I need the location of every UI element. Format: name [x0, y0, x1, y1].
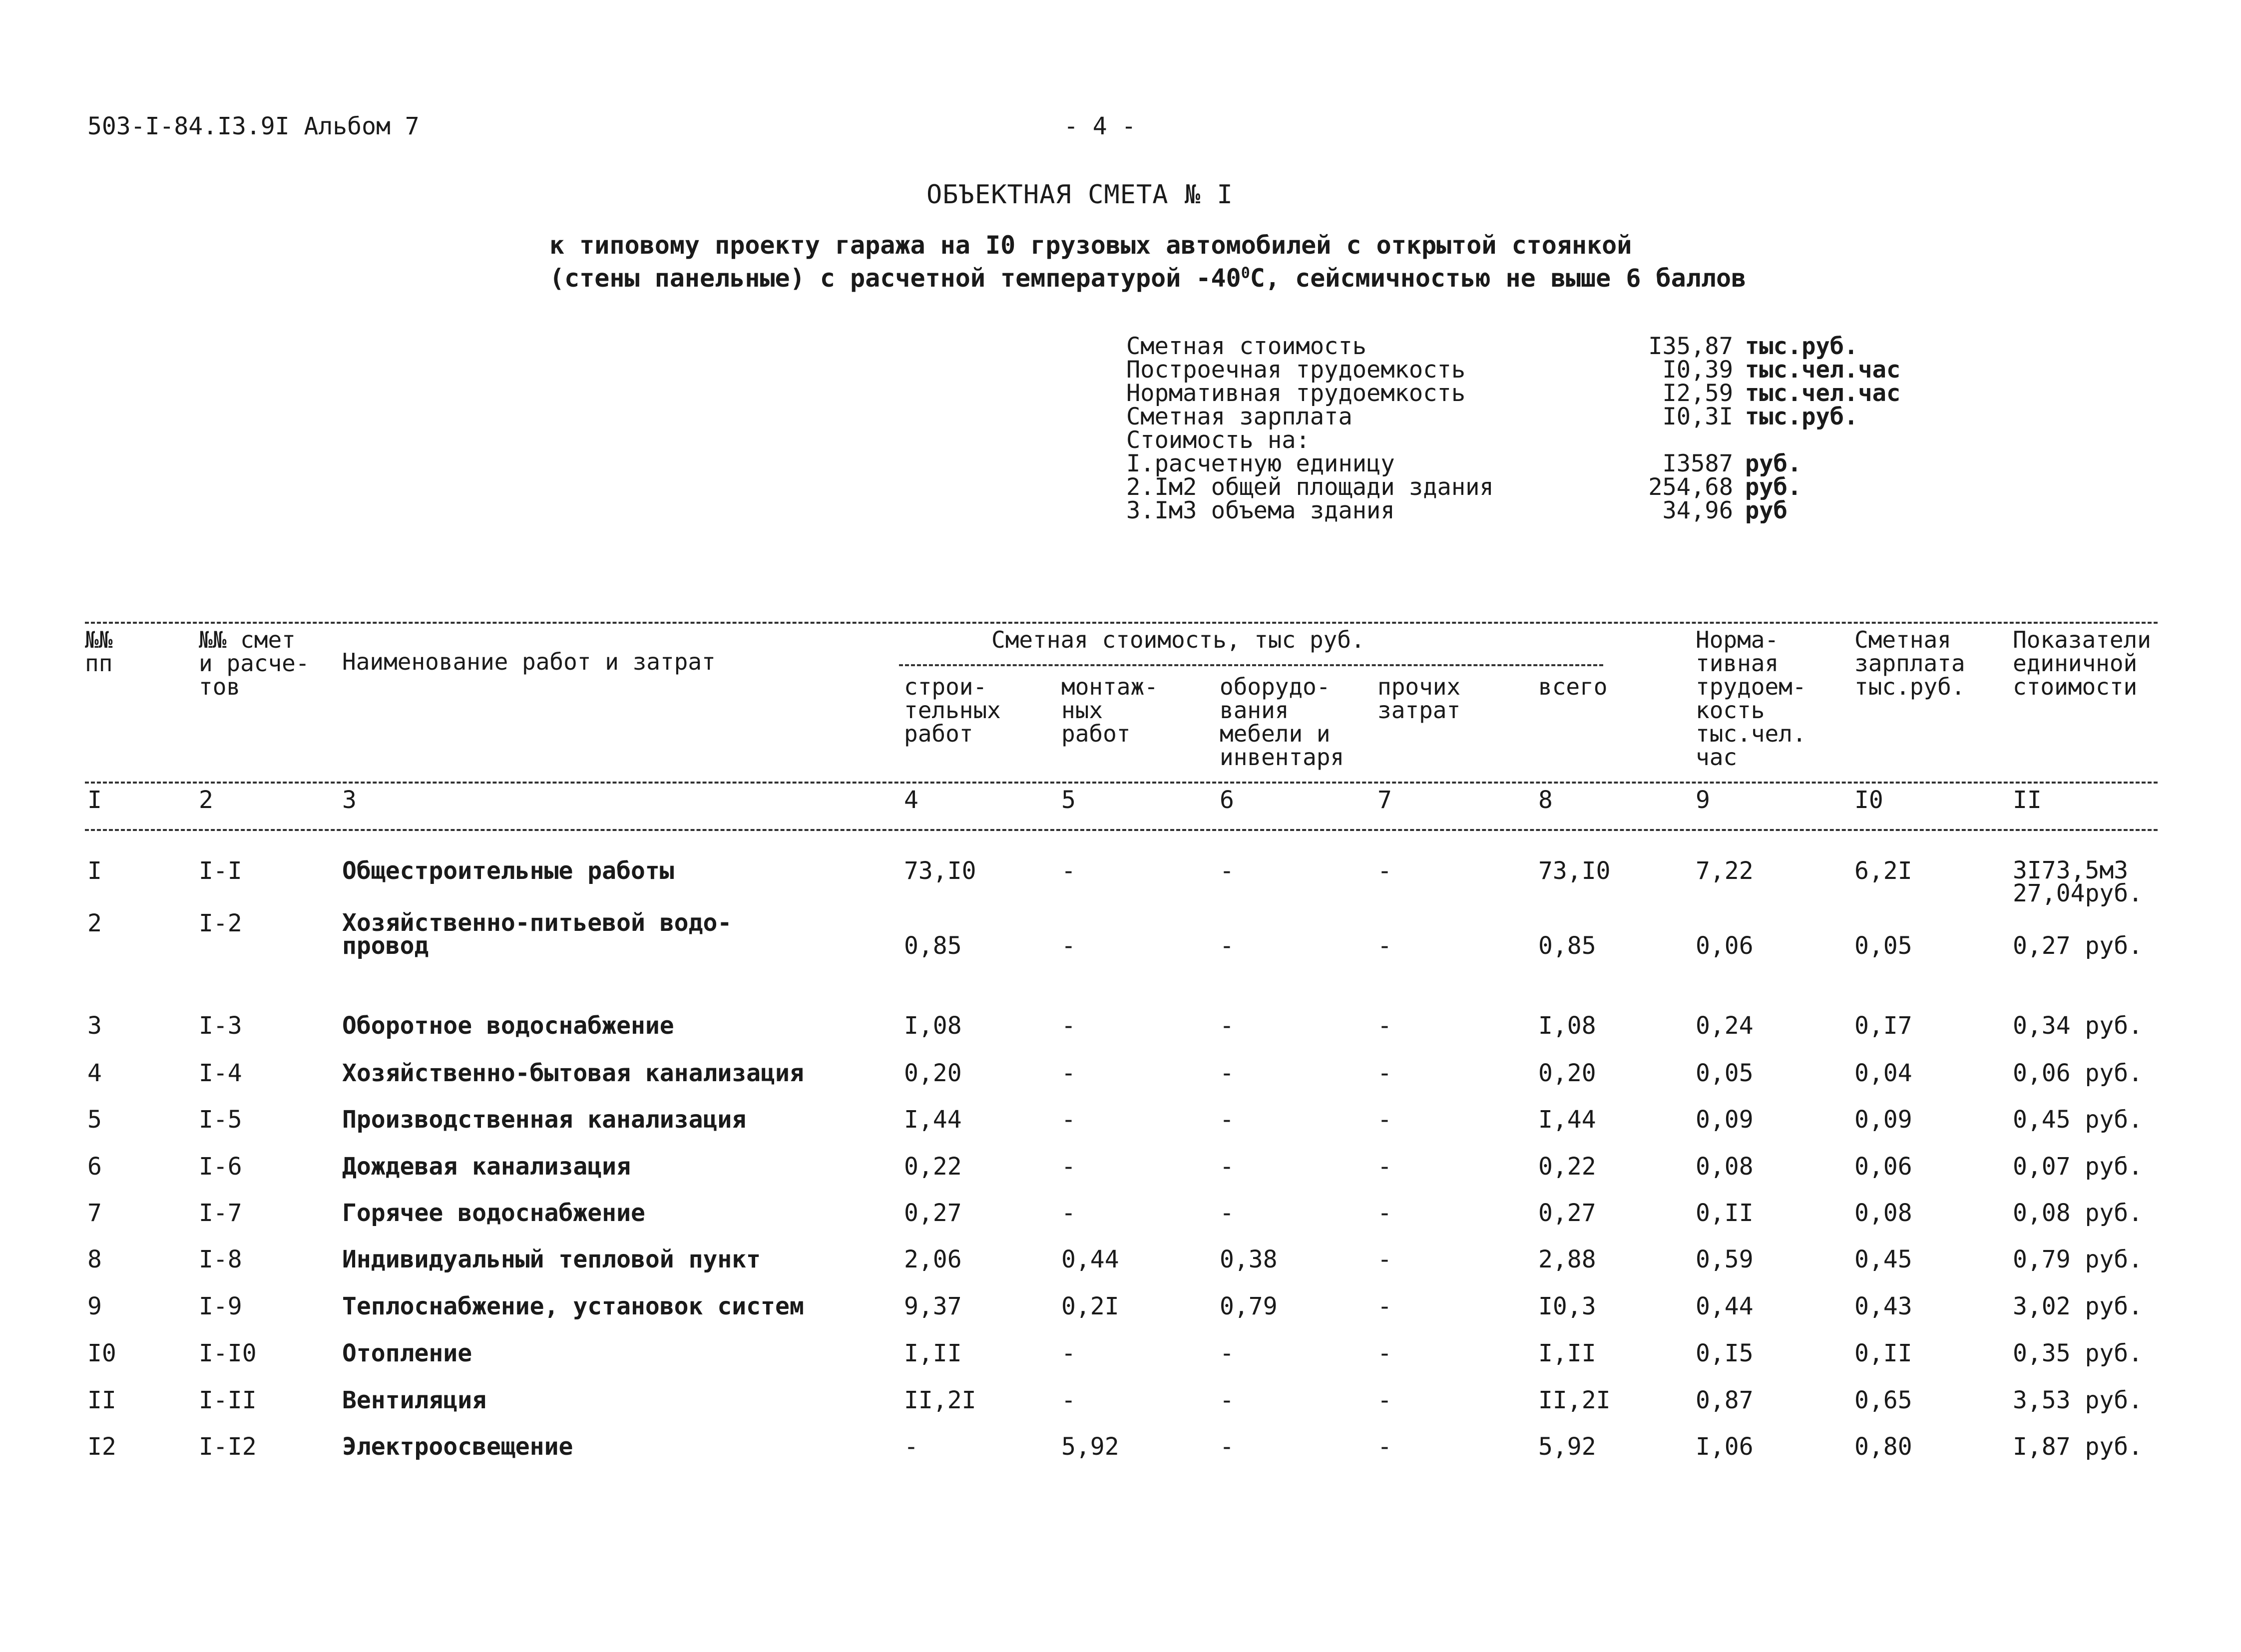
- cell-c8: 73,I0: [1538, 857, 1611, 885]
- cell-c11: 0,06 руб.: [2013, 1059, 2143, 1087]
- header-other: прочих затрат: [1377, 673, 1461, 724]
- cell-c10: 0,04: [1854, 1059, 1912, 1087]
- subtitle-line-2-post: С, сейсмичностью не выше 6 баллов: [1250, 264, 1747, 293]
- cell-c5: -: [1061, 1059, 1076, 1087]
- cell-c7: -: [1377, 932, 1392, 960]
- summary-label: Нормативная трудоемкость: [1126, 380, 1466, 407]
- cell-c6: -: [1220, 1012, 1234, 1040]
- cell-c7: -: [1377, 1292, 1392, 1320]
- summary-value: I2,59: [1662, 380, 1733, 407]
- header-cost-group: Сметная стоимость, тыс руб.: [991, 626, 1365, 653]
- cell-c6: -: [1220, 857, 1234, 885]
- row-name: Индивидуальный тепловой пункт: [342, 1245, 761, 1273]
- row-number: 2: [87, 909, 102, 937]
- subtitle-line-2: [549, 264, 1746, 293]
- cell-c8: I,08: [1538, 1012, 1596, 1040]
- cell-c6: -: [1220, 1339, 1234, 1367]
- cell-c6: 0,38: [1220, 1245, 1278, 1273]
- header-num: №№ пп: [85, 626, 113, 677]
- summary-unit: руб.: [1745, 473, 1802, 501]
- document-code: 503-I-84.I3.9I Альбом 7: [87, 112, 420, 140]
- cell-c9: 0,09: [1696, 1106, 1754, 1134]
- row-number: 8: [87, 1245, 102, 1273]
- row-calc-ref: I-6: [199, 1153, 242, 1181]
- row-name: Горячее водоснабжение: [342, 1199, 645, 1227]
- cell-c10: 0,80: [1854, 1433, 1912, 1461]
- summary-row: [1126, 335, 1900, 358]
- column-number: 7: [1377, 786, 1392, 814]
- summary-value: [1621, 428, 1745, 452]
- row-calc-ref: I-3: [199, 1012, 242, 1040]
- cell-c4: I,44: [904, 1106, 962, 1134]
- header-bottom-rule: [85, 782, 2158, 784]
- cell-c6: -: [1220, 1059, 1234, 1087]
- row-calc-ref: I-I: [199, 857, 242, 885]
- cell-c5: 5,92: [1061, 1433, 1119, 1461]
- cell-c5: -: [1061, 857, 1076, 885]
- cell-c11: 0,34 руб.: [2013, 1012, 2143, 1040]
- cell-c4: I,II: [904, 1339, 962, 1367]
- cell-c6: -: [1220, 1386, 1234, 1414]
- cell-c7: -: [1377, 1012, 1392, 1040]
- summary-unit: тыс.чел.час: [1745, 380, 1901, 407]
- summary-unit: тыс.руб.: [1745, 333, 1858, 360]
- header-installation: монтаж- ных работ: [1061, 673, 1158, 747]
- cell-c5: 0,2I: [1061, 1292, 1119, 1320]
- degree-superscript: 0: [1241, 264, 1250, 282]
- cell-c8: 0,85: [1538, 932, 1596, 960]
- column-number: I: [87, 786, 102, 814]
- cell-c9: 0,06: [1696, 932, 1754, 960]
- cell-c4: II,2I: [904, 1386, 976, 1414]
- cell-c9: 0,87: [1696, 1386, 1754, 1414]
- cell-c7: -: [1377, 857, 1392, 885]
- cell-c7: -: [1377, 1339, 1392, 1367]
- row-number: II: [87, 1386, 116, 1414]
- header-name: Наименование работ и затрат: [342, 648, 716, 675]
- column-number: 8: [1538, 786, 1553, 814]
- cell-c9: 0,II: [1696, 1199, 1754, 1227]
- row-name: Дождевая канализация: [342, 1153, 631, 1181]
- cell-c7: -: [1377, 1245, 1392, 1273]
- summary-block: [1126, 335, 1900, 522]
- cell-c8: I,II: [1538, 1339, 1596, 1367]
- cell-c11: 0,35 руб.: [2013, 1339, 2143, 1367]
- cell-c9: I,06: [1696, 1433, 1754, 1461]
- row-name: Производственная канализация: [342, 1106, 747, 1134]
- header-indicators: Показатели единичной стоимости: [2013, 626, 2151, 700]
- cell-c11: 0,27 руб.: [2013, 932, 2143, 960]
- cell-c4: 0,22: [904, 1153, 962, 1181]
- subtitle-line-2-pre: (стены панельные) с расчетной температурой -40: [549, 264, 1241, 293]
- column-number: 9: [1696, 786, 1710, 814]
- cell-c5: -: [1061, 1153, 1076, 1181]
- column-numbers-rule: [85, 829, 2158, 831]
- cell-c6: -: [1220, 1106, 1234, 1134]
- cell-c8: 2,88: [1538, 1245, 1596, 1273]
- cell-c5: -: [1061, 1199, 1076, 1227]
- cell-c6: -: [1220, 1153, 1234, 1181]
- row-number: 6: [87, 1153, 102, 1181]
- cell-c4: 73,I0: [904, 857, 976, 885]
- cell-c10: 0,45: [1854, 1245, 1912, 1273]
- row-calc-ref: I-4: [199, 1059, 242, 1087]
- summary-value: 34,96: [1662, 497, 1733, 524]
- header-labor: Норма- тивная трудоем- кость тыс.чел. час: [1696, 626, 1806, 771]
- row-number: I2: [87, 1433, 116, 1461]
- row-name: Оборотное водоснабжение: [342, 1012, 674, 1040]
- cell-c10: 0,08: [1854, 1199, 1912, 1227]
- header-total: всего: [1538, 673, 1608, 700]
- summary-row: [1126, 428, 1900, 452]
- cell-c7: -: [1377, 1106, 1392, 1134]
- row-number: 5: [87, 1106, 102, 1134]
- cell-c9: 0,24: [1696, 1012, 1754, 1040]
- column-number: 2: [199, 786, 213, 814]
- cell-c8: 0,27: [1538, 1199, 1596, 1227]
- cell-c5: -: [1061, 1012, 1076, 1040]
- row-number: 3: [87, 1012, 102, 1040]
- column-number: 6: [1220, 786, 1234, 814]
- cell-c6: -: [1220, 1433, 1234, 1461]
- summary-unit: руб: [1745, 497, 1788, 524]
- cell-c11: 3,53 руб.: [2013, 1386, 2143, 1414]
- row-number: I: [87, 857, 102, 885]
- cell-c4: 0,27: [904, 1199, 962, 1227]
- header-construction: строи- тельных работ: [904, 673, 1001, 747]
- cell-c7: -: [1377, 1433, 1392, 1461]
- cell-c11: 0,08 руб.: [2013, 1199, 2143, 1227]
- cell-c11: 0,07 руб.: [2013, 1153, 2143, 1181]
- cell-c7: -: [1377, 1153, 1392, 1181]
- cell-c10: 0,09: [1854, 1106, 1912, 1134]
- row-calc-ref: I-9: [199, 1292, 242, 1320]
- cell-c6: 0,79: [1220, 1292, 1278, 1320]
- table-top-rule: [85, 622, 2158, 624]
- cell-c10: 0,05: [1854, 932, 1912, 960]
- cell-c9: 0,08: [1696, 1153, 1754, 1181]
- cell-c6: -: [1220, 932, 1234, 960]
- cost-group-rule: [899, 664, 1603, 666]
- column-number: II: [2013, 786, 2042, 814]
- row-calc-ref: I-I0: [199, 1339, 257, 1367]
- column-number: 5: [1061, 786, 1076, 814]
- summary-value: 254,68: [1648, 473, 1733, 501]
- summary-unit: тыс.руб.: [1745, 403, 1858, 430]
- summary-unit: руб.: [1745, 450, 1802, 477]
- cell-c4: -: [904, 1433, 918, 1461]
- cell-c8: II,2I: [1538, 1386, 1611, 1414]
- row-number: 7: [87, 1199, 102, 1227]
- row-name: Теплоснабжение, установок систем: [342, 1292, 804, 1320]
- cell-c10: 0,43: [1854, 1292, 1912, 1320]
- cell-c10: 0,06: [1854, 1153, 1912, 1181]
- summary-row: [1126, 452, 1900, 475]
- cell-c8: 0,20: [1538, 1059, 1596, 1087]
- summary-row: [1126, 382, 1900, 405]
- summary-label: Сметная зарплата: [1126, 403, 1352, 430]
- summary-value: I3587: [1662, 450, 1733, 477]
- cell-c9: 0,59: [1696, 1245, 1754, 1273]
- summary-unit: тыс.чел.час: [1745, 356, 1901, 384]
- cell-c9: 7,22: [1696, 857, 1754, 885]
- summary-label: 3.Iм3 объема здания: [1126, 497, 1395, 524]
- header-equipment: оборудо- вания мебели и инвентаря: [1220, 673, 1345, 771]
- row-number: 4: [87, 1059, 102, 1087]
- cell-c8: 5,92: [1538, 1433, 1596, 1461]
- summary-row: [1126, 499, 1900, 522]
- row-name: Хозяйственно-питьевой водо- провод: [342, 909, 732, 960]
- cell-c9: 0,44: [1696, 1292, 1754, 1320]
- subtitle-line-1: к типовому проекту гаража на I0 грузовых автомобилей с открытой стоянкой: [549, 231, 1632, 260]
- row-name: Вентиляция: [342, 1386, 486, 1414]
- row-calc-ref: I-2: [199, 909, 242, 937]
- row-number: 9: [87, 1292, 102, 1320]
- cell-c5: -: [1061, 1339, 1076, 1367]
- page-number: - 4 -: [1064, 112, 1136, 140]
- summary-row: [1126, 405, 1900, 428]
- cell-c7: -: [1377, 1386, 1392, 1414]
- cell-c5: -: [1061, 932, 1076, 960]
- cell-c9: 0,05: [1696, 1059, 1754, 1087]
- summary-row: [1126, 475, 1900, 499]
- cell-c4: 9,37: [904, 1292, 962, 1320]
- cell-c4: I,08: [904, 1012, 962, 1040]
- cell-c11: 3I73,5м3 27,04руб.: [2013, 856, 2143, 907]
- cell-c7: -: [1377, 1199, 1392, 1227]
- row-name: Электроосвещение: [342, 1433, 573, 1461]
- cell-c4: 0,85: [904, 932, 962, 960]
- column-number: 3: [342, 786, 357, 814]
- cell-c5: -: [1061, 1106, 1076, 1134]
- row-number: I0: [87, 1339, 116, 1367]
- summary-value: I35,87: [1648, 333, 1733, 360]
- cell-c7: -: [1377, 1059, 1392, 1087]
- cell-c6: -: [1220, 1199, 1234, 1227]
- cell-c5: 0,44: [1061, 1245, 1119, 1273]
- cell-c8: I0,3: [1538, 1292, 1596, 1320]
- row-calc-ref: I-II: [199, 1386, 257, 1414]
- cell-c10: 0,II: [1854, 1339, 1912, 1367]
- cell-c11: 0,45 руб.: [2013, 1106, 2143, 1134]
- cell-c4: 0,20: [904, 1059, 962, 1087]
- document-title: ОБЪЕКТНАЯ СМЕТА № I: [926, 180, 1233, 210]
- header-salary: Сметная зарплата тыс.руб.: [1854, 626, 1965, 700]
- column-number: 4: [904, 786, 918, 814]
- cell-c5: -: [1061, 1386, 1076, 1414]
- cell-c11: 0,79 руб.: [2013, 1245, 2143, 1273]
- summary-label: 2.Iм2 общей площади здания: [1126, 473, 1494, 501]
- row-calc-ref: I-I2: [199, 1433, 257, 1461]
- cell-c8: 0,22: [1538, 1153, 1596, 1181]
- cell-c11: 3,02 руб.: [2013, 1292, 2143, 1320]
- summary-label: Сметная стоимость: [1126, 333, 1367, 360]
- summary-label: Построечная трудоемкость: [1126, 356, 1466, 384]
- summary-label: Стоимость на:: [1126, 426, 1310, 454]
- cell-c10: 0,I7: [1854, 1012, 1912, 1040]
- row-calc-ref: I-5: [199, 1106, 242, 1134]
- column-number: I0: [1854, 786, 1883, 814]
- cell-c10: 0,65: [1854, 1386, 1912, 1414]
- cell-c8: I,44: [1538, 1106, 1596, 1134]
- cell-c11: I,87 руб.: [2013, 1433, 2143, 1461]
- cell-c9: 0,I5: [1696, 1339, 1754, 1367]
- summary-value: I0,3I: [1662, 403, 1733, 430]
- summary-row: [1126, 358, 1900, 382]
- header-calc: №№ смет и расче- тов: [199, 626, 310, 700]
- row-calc-ref: I-7: [199, 1199, 242, 1227]
- row-name: Общестроительные работы: [342, 857, 674, 885]
- cell-c4: 2,06: [904, 1245, 962, 1273]
- row-name: Отопление: [342, 1339, 472, 1367]
- cell-c10: 6,2I: [1854, 857, 1912, 885]
- summary-label: I.расчетную единицу: [1126, 450, 1395, 477]
- row-calc-ref: I-8: [199, 1245, 242, 1273]
- summary-value: I0,39: [1662, 356, 1733, 384]
- row-name: Хозяйственно-бытовая канализация: [342, 1059, 804, 1087]
